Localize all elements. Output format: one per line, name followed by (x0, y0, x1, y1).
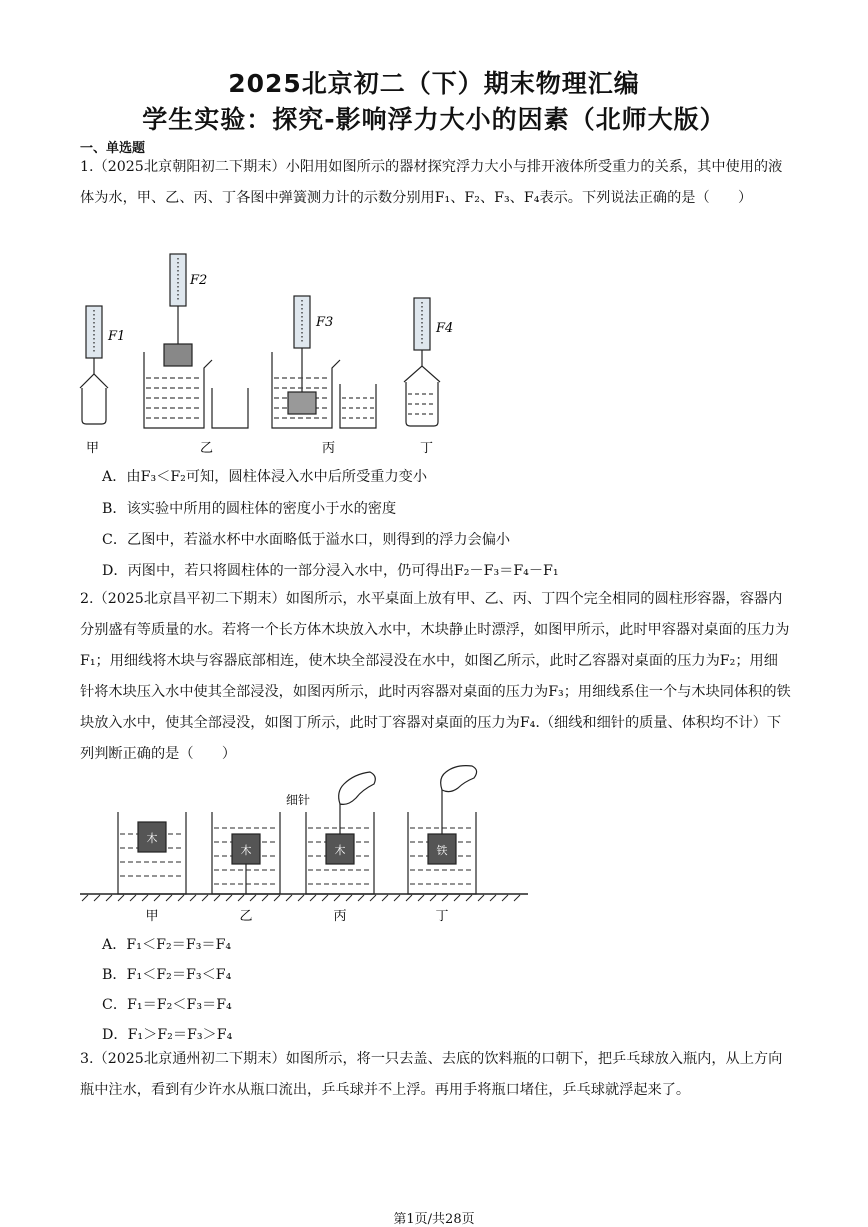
question-2-figure (78, 764, 530, 928)
spring-scale-yi (170, 254, 186, 344)
page-footer: 第1页/共28页 (393, 1212, 475, 1227)
question-1-text: 1.（2025北京朝阳初二下期末）小阳用如图所示的器材探究浮力大小与排开液体所受重力的关系，其中使用的液体为水，甲、乙、丙、丁各图中弹簧测力计的示数分别用F₁、F₂、F₃、F₄表示。下列说法正确的是（ ） (80, 159, 783, 206)
option-d: D．丙图中，若只将圆柱体的一部分浸入水中，仍可得出F₂－F₃＝F₄－F₁ (102, 563, 559, 579)
option-c: C．乙图中，若溢水杯中水面略低于溢水口，则得到的浮力会偏小 (102, 532, 511, 548)
figure-label: 甲 (86, 441, 100, 456)
option-a: A．F₁＜F₂＝F₃＝F₄ (102, 937, 232, 953)
section-heading: 一、单选题 (80, 141, 146, 156)
force-label: F2 (190, 273, 208, 288)
force-label: F3 (316, 315, 334, 330)
force-label: F1 (108, 329, 126, 344)
question-2-text: 2.（2025北京昌平初二下期末）如图所示，水平桌面上放有甲、乙、丙、丁四个完全相同的圆柱形容器，容器内分别盛有等质量的水。若将一个长方体木块放入水中，木块静止时漂浮，如图甲所示，此时甲容器对桌面的压力为F₁；用细线将木块与容器底部相连，使木块全部浸没在水中，如图乙所示，此时乙容器对桌面的压力为F₂；用细针将木块压入水中使其全部浸没，如图丙所示，此时丙容器对桌面的压力为F₃；用细线系住一个与木块同体积的铁块放入水中，使其全部浸没，如图丁所示，此时丁容器对桌面的压力为F₄.（细线和细针的质量、体积均不计）下列判断正确的是（ ） (80, 591, 791, 762)
figure-label: 乙 (239, 909, 253, 924)
option-a: A．由F₃＜F₂可知，圆柱体浸入水中后所受重力变小 (102, 469, 428, 485)
spring-scale-jia (86, 306, 102, 374)
page-title: 2025北京初二（下）期末物理汇编 (228, 69, 640, 98)
option-c: C．F₁＝F₂＜F₃＝F₄ (102, 997, 232, 1013)
figure-label: 丙 (322, 441, 336, 456)
figure-label: 甲 (145, 909, 159, 924)
page-subtitle: 学生实验：探究-影响浮力大小的因素（北师大版） (142, 105, 726, 134)
option-b: B．该实验中所用的圆柱体的密度小于水的密度 (102, 501, 397, 517)
figure-label: 乙 (200, 441, 214, 456)
question-3-text: 3.（2025北京通州初二下期末）如图所示，将一只去盖、去底的饮料瓶的口朝下，把乒乓球放入瓶内，从上方向瓶中注水，看到有少许水从瓶口流出，乒乓球并不上浮。再用手将瓶口堵住，乒乓球就浮起来了。 (80, 1051, 783, 1098)
block-label: 木 (334, 844, 346, 857)
figure-label: 丙 (333, 909, 347, 924)
figure-label: 丁 (420, 441, 434, 456)
block-label: 木 (240, 844, 252, 857)
option-b: B．F₁＜F₂＝F₃＜F₄ (102, 967, 232, 983)
block-label: 木 (146, 832, 158, 845)
force-label: F4 (436, 321, 454, 336)
figure-label: 丁 (435, 909, 449, 924)
spring-scale-ding (414, 298, 430, 366)
block-label: 铁 (436, 844, 448, 857)
option-d: D．F₁＞F₂＝F₃＞F₄ (102, 1027, 233, 1043)
question-1-figure (78, 248, 458, 460)
needle-label: 细针 (286, 793, 311, 807)
